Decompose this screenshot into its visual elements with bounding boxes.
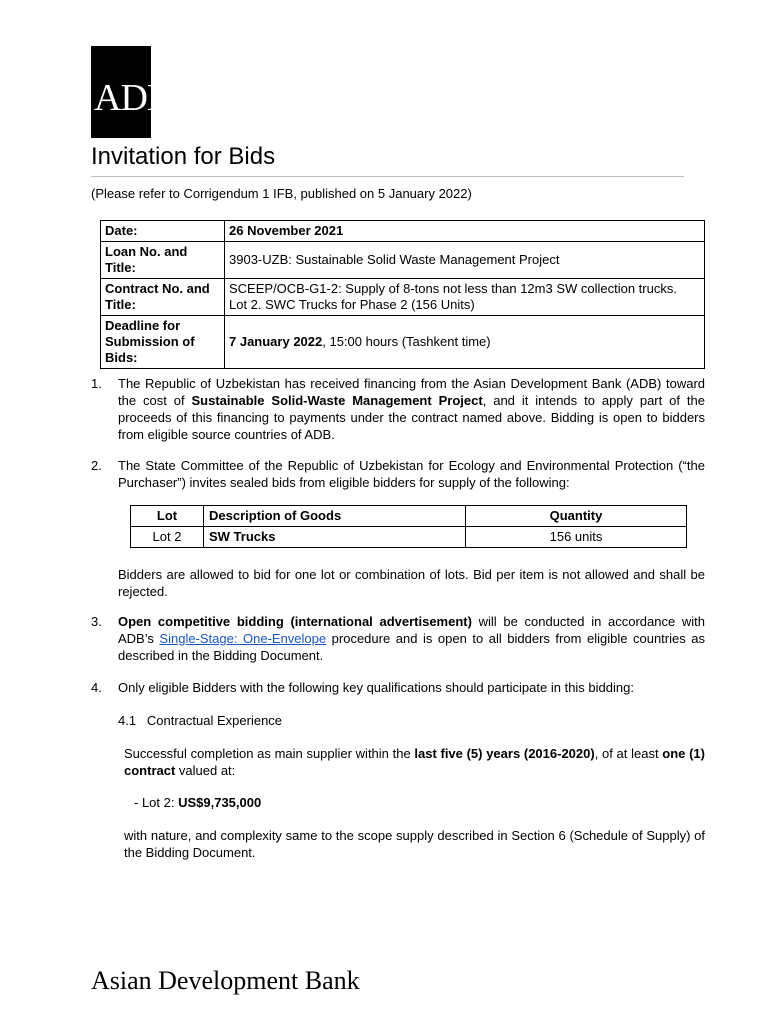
info-table xyxy=(100,220,705,369)
deadline-value xyxy=(225,316,705,369)
contract-value-line-1: SCEEP/OCB-G1-2: Supply of 8-tons not less than 12m3 SW collection trucks. xyxy=(229,281,677,296)
project-name: Sustainable Solid-Waste Management Project xyxy=(191,393,483,408)
experience-text xyxy=(124,745,705,779)
lots-header-description: Description of Goods xyxy=(204,506,466,527)
lot-value-label: - Lot 2: xyxy=(134,795,179,810)
contract-value xyxy=(225,279,705,316)
lot-cell: Lot 2 xyxy=(131,527,204,548)
table-row xyxy=(131,527,687,548)
paragraph-1-number: 1. xyxy=(91,376,102,391)
adb-logo-text: ADB xyxy=(94,77,172,119)
paragraph-3 xyxy=(91,613,705,664)
lot-value-line xyxy=(134,794,721,811)
contract-label: Contract No. and Title: xyxy=(101,279,225,316)
lots-header-row xyxy=(131,506,687,527)
paragraph-4-number: 4. xyxy=(91,680,102,695)
experience-contract-count: one (1) contract xyxy=(124,746,705,778)
lots-header-quantity: Quantity xyxy=(466,506,687,527)
info-row-date xyxy=(101,221,705,242)
quantity-cell: 156 units xyxy=(466,527,687,548)
paragraph-4-text: Only eligible Bidders with the following key qualifications should participate in this bidding: xyxy=(118,680,634,695)
lots-header-lot: Lot xyxy=(131,506,204,527)
paragraph-1 xyxy=(91,375,705,443)
info-row-loan xyxy=(101,242,705,279)
paragraph-1-text-c: , and it intends to apply part of the proceeds of this financing to payments under the contract named above. Bidding is open to bidders from eligible source countries of ADB. xyxy=(118,393,705,442)
subsection-4-1-heading: 4.1 Contractual Experience xyxy=(118,713,283,728)
paragraph-2-number: 2. xyxy=(91,458,102,473)
paragraph-2-text: The State Committee of the Republic of Uzbekistan for Ecology and Environmental Protection (“the Purchaser”) invites sealed bids from eligible bidders for supply of the following: xyxy=(118,458,705,490)
experience-period: last five (5) years (2016-2020) xyxy=(414,746,595,761)
paragraph-3-number: 3. xyxy=(91,614,102,629)
loan-value: 3903-UZB: Sustainable Solid Waste Management Project xyxy=(225,242,705,279)
nature-text: with nature, and complexity same to the scope supply described in Section 6 (Schedule of Supply) of the Bidding Document. xyxy=(124,828,705,860)
contract-value-line-2: Lot 2. SWC Trucks for Phase 2 (156 Units) xyxy=(229,297,475,312)
lots-note: Bidders are allowed to bid for one lot or combination of lots. Bid per item is not allowed and shall be rejected. xyxy=(118,567,705,599)
deadline-time: , 15:00 hours (Tashkent time) xyxy=(322,334,491,349)
description-cell: SW Trucks xyxy=(204,527,466,548)
single-stage-one-envelope-link[interactable]: Single-Stage: One-Envelope xyxy=(159,631,327,646)
paragraph-1-text-a: The Republic of Uzbekistan has received financing from the Asian Development Bank (ADB) toward the cost of xyxy=(118,376,705,408)
experience-text-e: valued at: xyxy=(175,763,236,778)
paragraph-3-text-b: procedure and is open to all bidders from eligible countries as described in the Bidding Document. xyxy=(118,631,705,663)
footer-organization-name: Asian Development Bank xyxy=(91,966,360,995)
deadline-date: 7 January 2022 xyxy=(229,334,323,349)
paragraph-2 xyxy=(91,457,705,491)
info-row-contract xyxy=(101,279,705,316)
deadline-label: Deadline for Submission of Bids: xyxy=(101,316,225,369)
loan-label: Loan No. and Title: xyxy=(101,242,225,279)
page-title: Invitation for Bids xyxy=(91,143,276,170)
paragraph-4 xyxy=(91,679,705,696)
lot-value-amount: US$9,735,000 xyxy=(178,795,262,810)
info-row-deadline xyxy=(101,316,705,369)
date-value: 26 November 2021 xyxy=(225,221,705,242)
corrigendum-note: (Please refer to Corrigendum 1 IFB, published on 5 January 2022) xyxy=(91,186,472,201)
experience-text-c: , of at least xyxy=(594,746,663,761)
bidding-method: Open competitive bidding (international advertisement) xyxy=(118,614,472,629)
title-divider xyxy=(91,176,684,177)
lots-table xyxy=(130,505,687,548)
experience-text-a: Successful completion as main supplier within the xyxy=(124,746,415,761)
date-label: Date: xyxy=(101,221,225,242)
paragraph-3-text-a: will be conducted in accordance with ADB’s xyxy=(118,614,706,646)
